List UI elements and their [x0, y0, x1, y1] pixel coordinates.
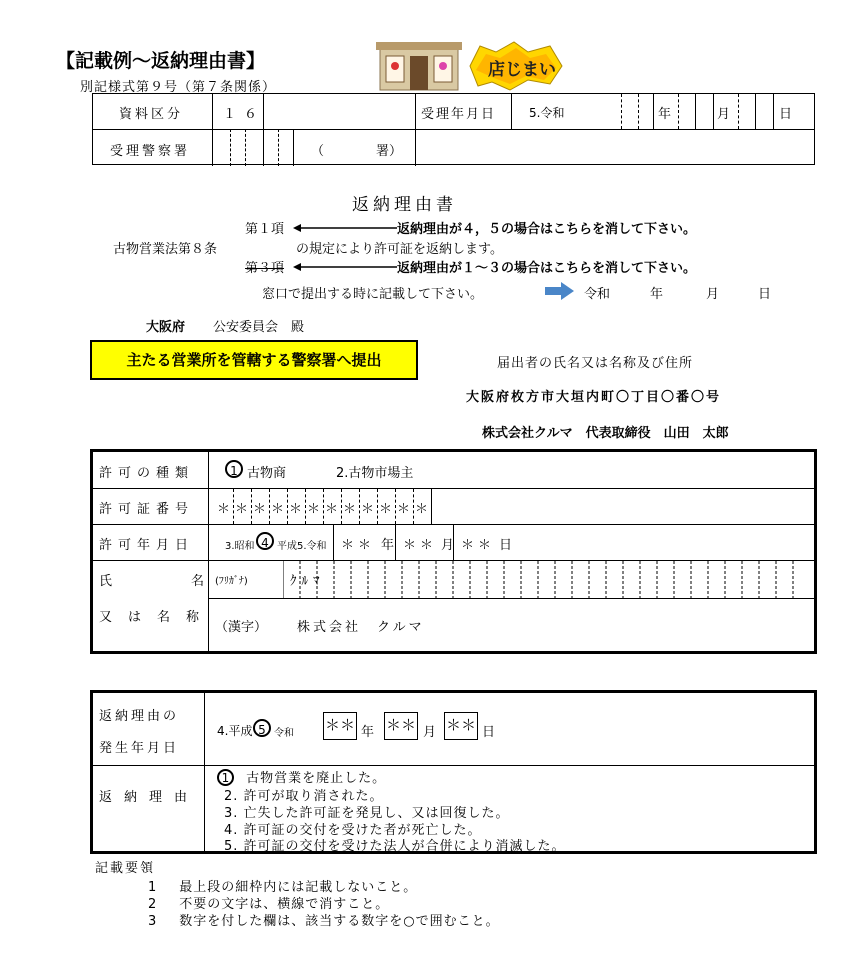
return-tsuki: 月: [423, 725, 437, 740]
permit-date-month: ＊＊: [403, 538, 438, 553]
note-item: 1 最上段の細枠内には記載しないこと。: [148, 880, 418, 895]
juri-date-label: 受理年月日: [421, 107, 497, 122]
furigana-value: ｸﾙﾏ: [290, 574, 325, 589]
return-era-rest: 令和: [274, 728, 294, 739]
permit-kind-label: 許可の種類: [99, 466, 195, 481]
reception-table: [92, 93, 815, 165]
kanji-label: （漢字）: [215, 620, 268, 635]
document-heading: 【記載例～返納理由書】: [56, 50, 266, 72]
window-hi: 日: [758, 287, 772, 302]
return-day-box: ＊＊: [444, 712, 478, 740]
return-table: [90, 690, 817, 854]
submission-notice: 主たる営業所を管轄する警察署へ提出: [90, 340, 418, 380]
permit-date-label: 許可年月日: [99, 538, 195, 553]
permit-date-tsuki: 月: [441, 538, 455, 553]
permit-kind-opt1: 古物商: [247, 466, 287, 481]
reason-item: 5. 許可証の交付を受けた法人が合併により消滅した。: [224, 839, 566, 854]
return-era-circle: 5: [253, 719, 271, 738]
keisatsu-label: 受理警察署: [110, 144, 191, 159]
law-suffix: の規定により許可証を返納します。: [296, 242, 503, 257]
return-reason-label: 返納理由: [99, 790, 200, 805]
return-hi: 日: [482, 725, 496, 740]
applicant-address: 大阪府枚方市大垣内町〇丁目〇番〇号: [466, 390, 722, 405]
window-reiwa: 令和: [584, 287, 611, 302]
return-year-box: ＊＊: [323, 712, 357, 740]
permit-date-day: ＊＊: [461, 538, 496, 553]
return-month-box: ＊＊: [384, 712, 418, 740]
law-item3: 第３項: [245, 261, 285, 276]
permit-number-value: ＊＊＊＊＊＊＊＊＊＊＊＊: [217, 502, 434, 517]
law-prefix: 古物営業法第８条: [113, 242, 218, 257]
shiryo-label: 資料区分: [119, 107, 184, 122]
juri-hi: 日: [779, 107, 793, 122]
return-era-prefix: 4.平成: [217, 724, 253, 738]
notes-heading: 記載要領: [95, 861, 156, 876]
permit-kind-circle: 1: [225, 460, 243, 479]
note-2: 返納理由が１～３の場合はこちらを消して下さい。: [397, 261, 697, 276]
furigana-grid: [283, 561, 803, 598]
juri-nen: 年: [658, 107, 672, 122]
return-nen: 年: [361, 725, 375, 740]
reason-item: 3. 亡失した許可証を発見し、又は回復した。: [224, 806, 510, 821]
kanji-value: 株式会社 クルマ: [297, 620, 425, 635]
closing-badge: [466, 40, 566, 92]
arrow-right-icon: [545, 282, 575, 300]
permit-kind-opt2: 2.古物市場主: [336, 466, 414, 481]
shiryo-value: １６: [223, 107, 266, 122]
permit-date-era-rest: 平成5.令和: [277, 541, 327, 552]
sho-close: 署）: [376, 144, 403, 159]
window-tsuki: 月: [706, 287, 720, 302]
name-label-a: 氏: [99, 574, 113, 589]
permit-date-circle: 4: [256, 532, 274, 551]
permit-table: [90, 449, 817, 654]
window-note: 窓口で提出する時に記載して下さい。: [262, 287, 484, 302]
badge-text: 店じまい: [488, 60, 556, 80]
furigana-label: (ﾌﾘｶﾞﾅ): [215, 576, 248, 587]
return-date-label2: 発生年月日: [99, 741, 180, 756]
window-nen: 年: [650, 287, 664, 302]
applicant-name: 株式会社クルマ 代表取締役 山田 太郎: [482, 426, 729, 441]
return-date-label1: 返納理由の: [99, 709, 180, 724]
note-item: 3 数字を付した欄は、該当する数字を○で囲むこと。: [148, 914, 500, 929]
arrow-left-icon: [293, 261, 397, 271]
permit-date-year: ＊＊: [341, 538, 376, 553]
arrow-left-icon: [293, 222, 397, 232]
sho-open: （: [311, 144, 325, 159]
addressee-pref: 大阪府: [146, 320, 186, 335]
permit-number-label: 許可証番号: [99, 502, 195, 517]
shop-illustration: [376, 40, 462, 92]
form-number: 別記様式第９号（第７条関係）: [80, 80, 277, 95]
name-label-b: 名: [191, 574, 205, 589]
reason-item: 1 古物営業を廃止した。: [217, 767, 386, 786]
law-item1: 第１項: [245, 222, 285, 237]
permit-date-nen: 年: [381, 538, 395, 553]
name-label2: 又は名称: [99, 610, 216, 625]
applicant-caption: 届出者の氏名又は名称及び住所: [497, 356, 694, 371]
juri-tsuki: 月: [717, 107, 731, 122]
doc-title: 返納理由書: [352, 195, 457, 215]
reason-item: 2. 許可が取り消された。: [224, 789, 384, 804]
juri-era: 5.令和: [529, 106, 565, 120]
permit-date-hi: 日: [499, 538, 513, 553]
reason-item: 4. 許可証の交付を受けた者が死亡した。: [224, 823, 482, 838]
note-item: 2 不要の文字は、横線で消すこと。: [148, 897, 390, 912]
note-1: 返納理由が４，５の場合はこちらを消して下さい。: [397, 222, 697, 237]
permit-date-era-prefix: 3.昭和: [225, 541, 255, 552]
addressee-committee: 公安委員会 殿: [213, 320, 305, 335]
